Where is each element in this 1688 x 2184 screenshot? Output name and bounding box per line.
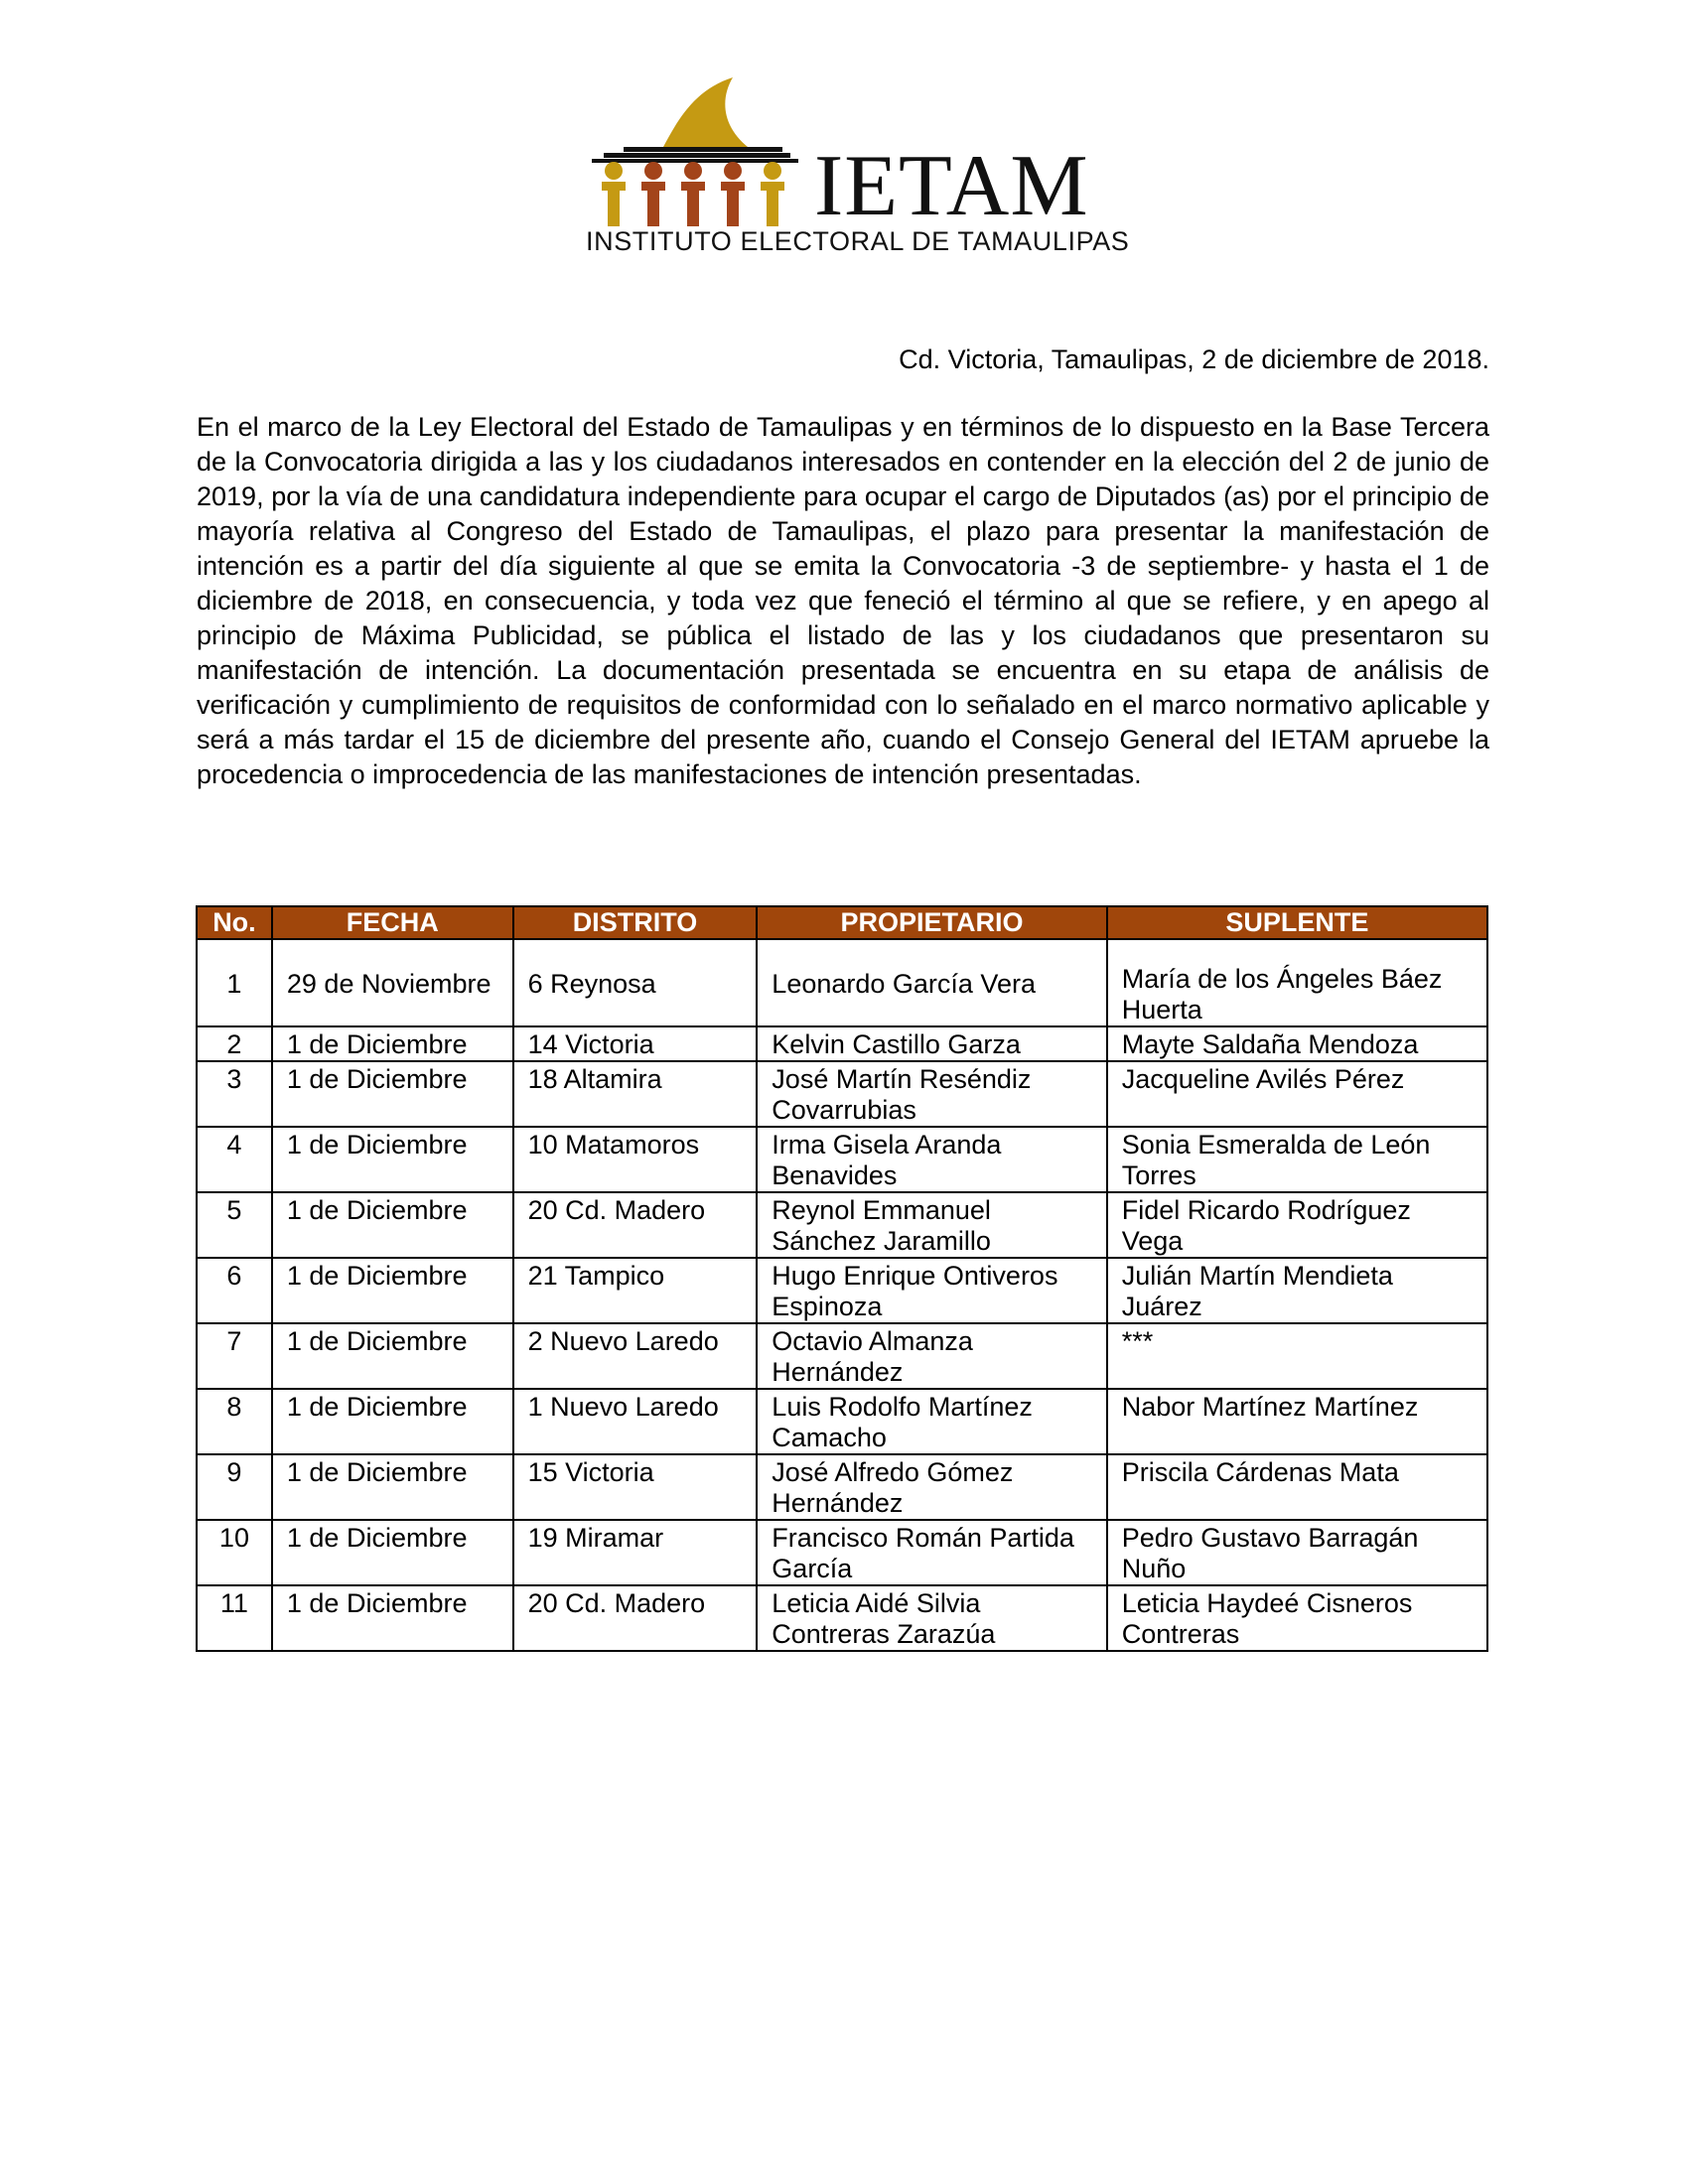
cell-propietario: José Martín Reséndiz Covarrubias [757, 1061, 1106, 1127]
table-row [197, 1389, 1487, 1454]
cell-distrito: 6 Reynosa [513, 939, 758, 1026]
cell-propietario: Luis Rodolfo Martínez Camacho [757, 1389, 1106, 1454]
ietam-logo [584, 77, 1130, 261]
cell-no: 5 [197, 1192, 272, 1258]
cell-fecha: 1 de Diciembre [272, 1454, 513, 1520]
cell-no: 11 [197, 1585, 272, 1651]
cell-no: 8 [197, 1389, 272, 1454]
table-row [197, 1585, 1487, 1651]
header-suplente: SUPLENTE [1107, 906, 1487, 939]
cell-no: 1 [197, 939, 272, 1026]
header-distrito: DISTRITO [513, 906, 758, 939]
cell-distrito: 19 Miramar [513, 1520, 758, 1585]
cell-distrito: 1 Nuevo Laredo [513, 1389, 758, 1454]
cell-suplente: Fidel Ricardo Rodríguez Vega [1107, 1192, 1487, 1258]
table-row [197, 939, 1487, 1026]
cell-distrito: 21 Tampico [513, 1258, 758, 1323]
cell-distrito: 20 Cd. Madero [513, 1585, 758, 1651]
cell-fecha: 1 de Diciembre [272, 1061, 513, 1127]
cell-fecha: 1 de Diciembre [272, 1520, 513, 1585]
logo-acronym: IETAM [814, 138, 1089, 234]
cell-suplente: Nabor Martínez Martínez [1107, 1389, 1487, 1454]
cell-fecha: 29 de Noviembre [272, 939, 513, 1026]
cell-propietario: José Alfredo Gómez Hernández [757, 1454, 1106, 1520]
cell-suplente: Leticia Haydeé Cisneros Contreras [1107, 1585, 1487, 1651]
cell-suplente: María de los Ángeles Báez Huerta [1107, 939, 1487, 1026]
cell-propietario: Francisco Román Partida García [757, 1520, 1106, 1585]
cell-distrito: 15 Victoria [513, 1454, 758, 1520]
cell-no: 9 [197, 1454, 272, 1520]
cell-suplente: *** [1107, 1323, 1487, 1389]
body-paragraph: En el marco de la Ley Electoral del Estado de Tamaulipas y en términos de lo dispuesto en la Base Tercera de la Convocatoria dirigida a las y los ciudadanos interesados en contender en la elección del 2 de junio de 2019, por la vía de una candidatura independiente para ocupar el cargo de Diputados (as) por el principio de mayoría relativa al Congreso del Estado de Tamaulipas, el plazo para presentar la manifestación de intención es a partir del día siguiente al que se emita la Convocatoria -3 de septiembre- y hasta el 1 de diciembre de 2018, en consecuencia, y toda vez que feneció el término al que se refiere, y en apego al principio de Máxima Publicidad, se pública el listado de las y los ciudadanos que presentaron su manifestación de intención. La documentación presentada se encuentra en su etapa de análisis de verificación y cumplimiento de requisitos de conformidad con lo señalado en el marco normativo aplicable y será a más tardar el 15 de diciembre del presente año, cuando el Consejo General del IETAM apruebe la procedencia o improcedencia de las manifestaciones de intención presentadas. [197, 412, 1489, 789]
table-row [197, 1258, 1487, 1323]
cell-suplente: Mayte Saldaña Mendoza [1107, 1026, 1487, 1061]
cell-no: 2 [197, 1026, 272, 1061]
table-row [197, 1454, 1487, 1520]
cell-propietario: Irma Gisela Aranda Benavides [757, 1127, 1106, 1192]
table-row [197, 1127, 1487, 1192]
cell-fecha: 1 de Diciembre [272, 1323, 513, 1389]
cell-no: 7 [197, 1323, 272, 1389]
cell-no: 6 [197, 1258, 272, 1323]
cell-propietario: Kelvin Castillo Garza [757, 1026, 1106, 1061]
cell-propietario: Hugo Enrique Ontiveros Espinoza [757, 1258, 1106, 1323]
table-row [197, 1026, 1487, 1061]
cell-distrito: 10 Matamoros [513, 1127, 758, 1192]
header-fecha: FECHA [272, 906, 513, 939]
cell-suplente: Pedro Gustavo Barragán Nuño [1107, 1520, 1487, 1585]
cell-fecha: 1 de Diciembre [272, 1026, 513, 1061]
header-no: No. [197, 906, 272, 939]
cell-no: 3 [197, 1061, 272, 1127]
cell-suplente: Julián Martín Mendieta Juárez [1107, 1258, 1487, 1323]
table-row [197, 1061, 1487, 1127]
table-header-row [197, 906, 1487, 939]
logo-institution-name: INSTITUTO ELECTORAL DE TAMAULIPAS [586, 226, 1130, 256]
cell-propietario: Leticia Aidé Silvia Contreras Zarazúa [757, 1585, 1106, 1651]
cell-distrito: 2 Nuevo Laredo [513, 1323, 758, 1389]
cell-fecha: 1 de Diciembre [272, 1258, 513, 1323]
cell-no: 4 [197, 1127, 272, 1192]
candidates-table [196, 905, 1488, 1652]
cell-fecha: 1 de Diciembre [272, 1389, 513, 1454]
cell-distrito: 18 Altamira [513, 1061, 758, 1127]
cell-fecha: 1 de Diciembre [272, 1585, 513, 1651]
cell-fecha: 1 de Diciembre [272, 1127, 513, 1192]
cell-fecha: 1 de Diciembre [272, 1192, 513, 1258]
cell-suplente: Sonia Esmeralda de León Torres [1107, 1127, 1487, 1192]
table-row [197, 1192, 1487, 1258]
table-row [197, 1520, 1487, 1585]
cell-suplente: Priscila Cárdenas Mata [1107, 1454, 1487, 1520]
cell-propietario: Leonardo García Vera [757, 939, 1106, 1026]
cell-distrito: 20 Cd. Madero [513, 1192, 758, 1258]
cell-suplente: Jacqueline Avilés Pérez [1107, 1061, 1487, 1127]
cell-propietario: Reynol Emmanuel Sánchez Jaramillo [757, 1192, 1106, 1258]
table-row [197, 1323, 1487, 1389]
cell-propietario: Octavio Almanza Hernández [757, 1323, 1106, 1389]
header-propietario: PROPIETARIO [757, 906, 1106, 939]
cell-distrito: 14 Victoria [513, 1026, 758, 1061]
date-line: Cd. Victoria, Tamaulipas, 2 de diciembre de 2018. [899, 344, 1489, 374]
cell-no: 10 [197, 1520, 272, 1585]
